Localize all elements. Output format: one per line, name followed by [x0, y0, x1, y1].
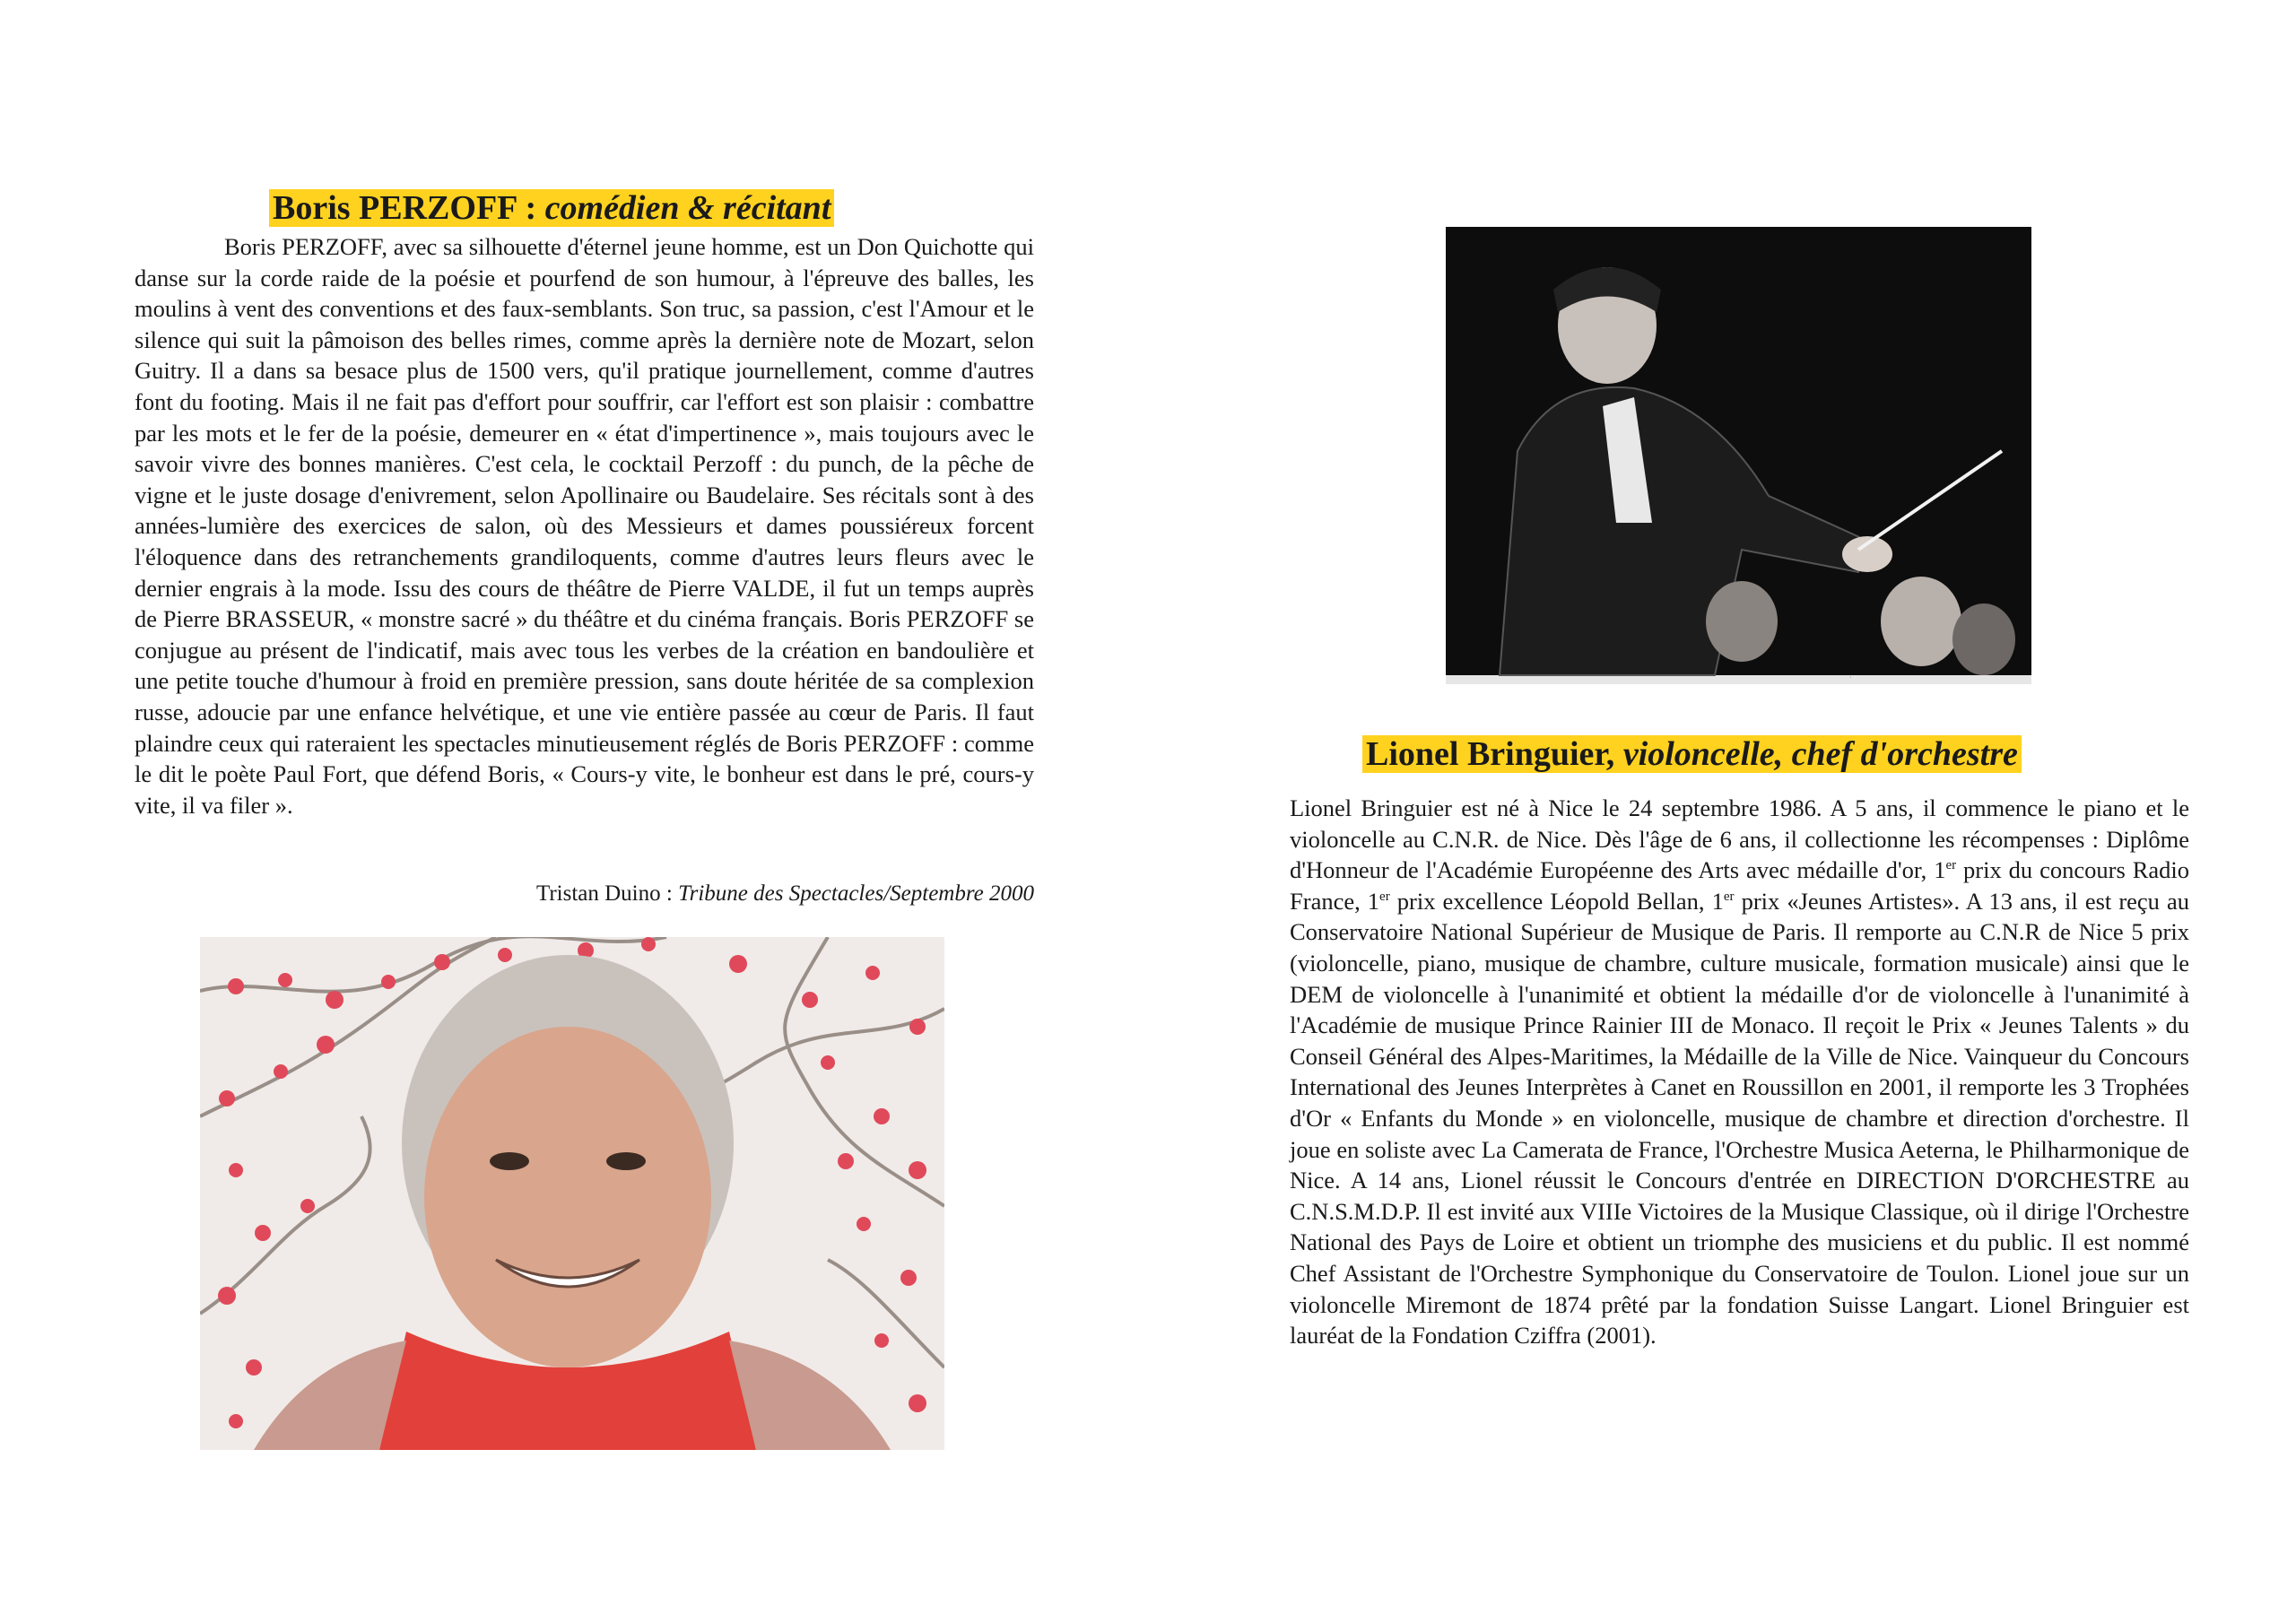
conductor-image: [1446, 227, 2031, 684]
blossom-portrait-image: [200, 937, 944, 1450]
boris-name: Boris PERZOFF :: [273, 189, 545, 227]
lionel-bio-part3: prix excellence Léopold Bellan, 1: [1389, 887, 1724, 915]
lionel-bio-part4: prix «Jeunes Artistes». A 13 ans, il est reçu au Conservatoire National Supérieur de Musique de Paris. Il remporte au C.N.R de Nice 5 prix (violoncelle, piano, musique de chambre, culture musicale, formation musicale) ainsi que le DEM de violoncelle à l'unanimité et obtient la médaille d'or de violoncelle à l'unanimité à l'Académie de musique Prince Rainier III de Monaco. Il reçoit le Prix « Jeunes Talents » du Conseil Général des Alpes-Maritimes, la Médaille de la Ville de Nice. Vainqueur du Concours International des Jeunes Interprètes à Canet en Roussillon en 2001, il remporte les 3 Trophées d'Or « Enfants du Monde » en violoncelle, musique de chambre et direction d'orchestre. Il joue en soliste avec La Camerata de France, l'Orchestre Musica Aeterna, le Philharmonique de Nice. A 14 ans, Lionel réussit le Concours d'entrée en DIRECTION D'ORCHESTRE au C.N.S.M.D.P. Il est invité aux VIIIe Victoires de la Musique Classique, où il dirige l'Orchestre National des Pays de Loire et obtient un triomphe des musiciens et du public. Il est nommé Chef Assistant de l'Orchestre Symphonique du Conservatoire de Toulon. Lionel joue sur un violoncelle Miremont de 1874 prêté par la fondation Suisse Langart. Lionel Bringuier est lauréat de la Fondation Cziffra (2001).: [1290, 887, 2189, 1350]
boris-portrait-photo: [200, 937, 944, 1450]
boris-role: comédien & récitant: [544, 189, 831, 227]
boris-bio: Boris PERZOFF, avec sa silhouette d'éternel jeune homme, est un Don Quichotte qui danse sur la corde raide de la poésie et pourfend de son humour, à l'épreuve des balles, les moulins à vent des conventions et des faux-semblants. Son truc, sa passion, c'est l'Amour et le silence qui suit la pâmoison des belles rimes, comme après la dernière note de Mozart, selon Guitry. Il a dans sa besace plus de 1500 vers, qu'il pratique journellement, comme d'autres font du footing. Mais il ne fait pas d'effort pour souffrir, car l'effort est son plaisir : combattre par les mots et le fer de la poésie, demeurer en « état d'impertinence », mais toujours avec le savoir vivre des bonnes manières. C'est cela, le cocktail Perzoff : du punch, de la pêche de vigne et le juste dosage d'enivrement, selon Apollinaire ou Baudelaire. Ses récitals sont à des années-lumière des exercices de salon, où des Messieurs et dames poussiéreux forcent l'éloquence dans des retranchements grandiloquents, comme d'autres leurs fleurs avec le dernier engrais à la mode. Issu des cours de théâtre de Pierre VALDE, il fut un temps auprès de Pierre BRASSEUR, « monstre sacré » du théâtre et du cinéma français. Boris PERZOFF se conjugue au présent de l'indicatif, mais avec tous les verbes de la création en bandoulière et une petite touche d'humour à froid en première pression, sans doute héritée de sa complexion russe, adoucie par une enfance helvétique, et une vie entière passée au cœur de Paris. Il faut plaindre ceux qui rateraient les spectacles minutieusement réglés de Boris PERZOFF : comme le dit le poète Paul Fort, que défend Boris, « Cours-y vite, le bonheur est dans le pré, cours-y vite, il va filer ».: [135, 233, 1034, 819]
lionel-bio-sup1: er: [1945, 858, 1957, 873]
boris-heading: [269, 187, 834, 230]
boris-credit: [359, 880, 1034, 908]
lionel-bio-part1: Lionel Bringuier est né à Nice le 24 septembre 1986. A 5 ans, il commence le piano et le violoncelle au C.N.R. de Nice. Dès l'âge de 6 ans, il collectionne les récompenses : Diplôme d'Honneur de l'Académie Européenne des Arts avec médaille d'or, 1: [1290, 794, 2189, 884]
lionel-conductor-photo: [1446, 227, 2031, 684]
lionel-role: violoncelle, chef d'orchestre: [1622, 735, 2018, 773]
lionel-bio-sup2: er: [1379, 889, 1390, 904]
lionel-heading: [1362, 733, 2022, 776]
lionel-bio-sup3: er: [1723, 889, 1735, 904]
boris-heading-highlight: [269, 189, 834, 227]
credit-source: Tribune des Spectacles/Septembre 2000: [678, 881, 1034, 906]
svg-text:·: ·: [1849, 673, 1852, 681]
lionel-heading-highlight: [1362, 735, 2022, 773]
lionel-name: Lionel Bringuier,: [1366, 735, 1623, 773]
credit-author: Tristan Duino :: [535, 881, 679, 906]
lionel-bio: [1290, 793, 2189, 1351]
lionel-bio-part2: prix du concours Radio France, 1: [1290, 856, 2189, 915]
